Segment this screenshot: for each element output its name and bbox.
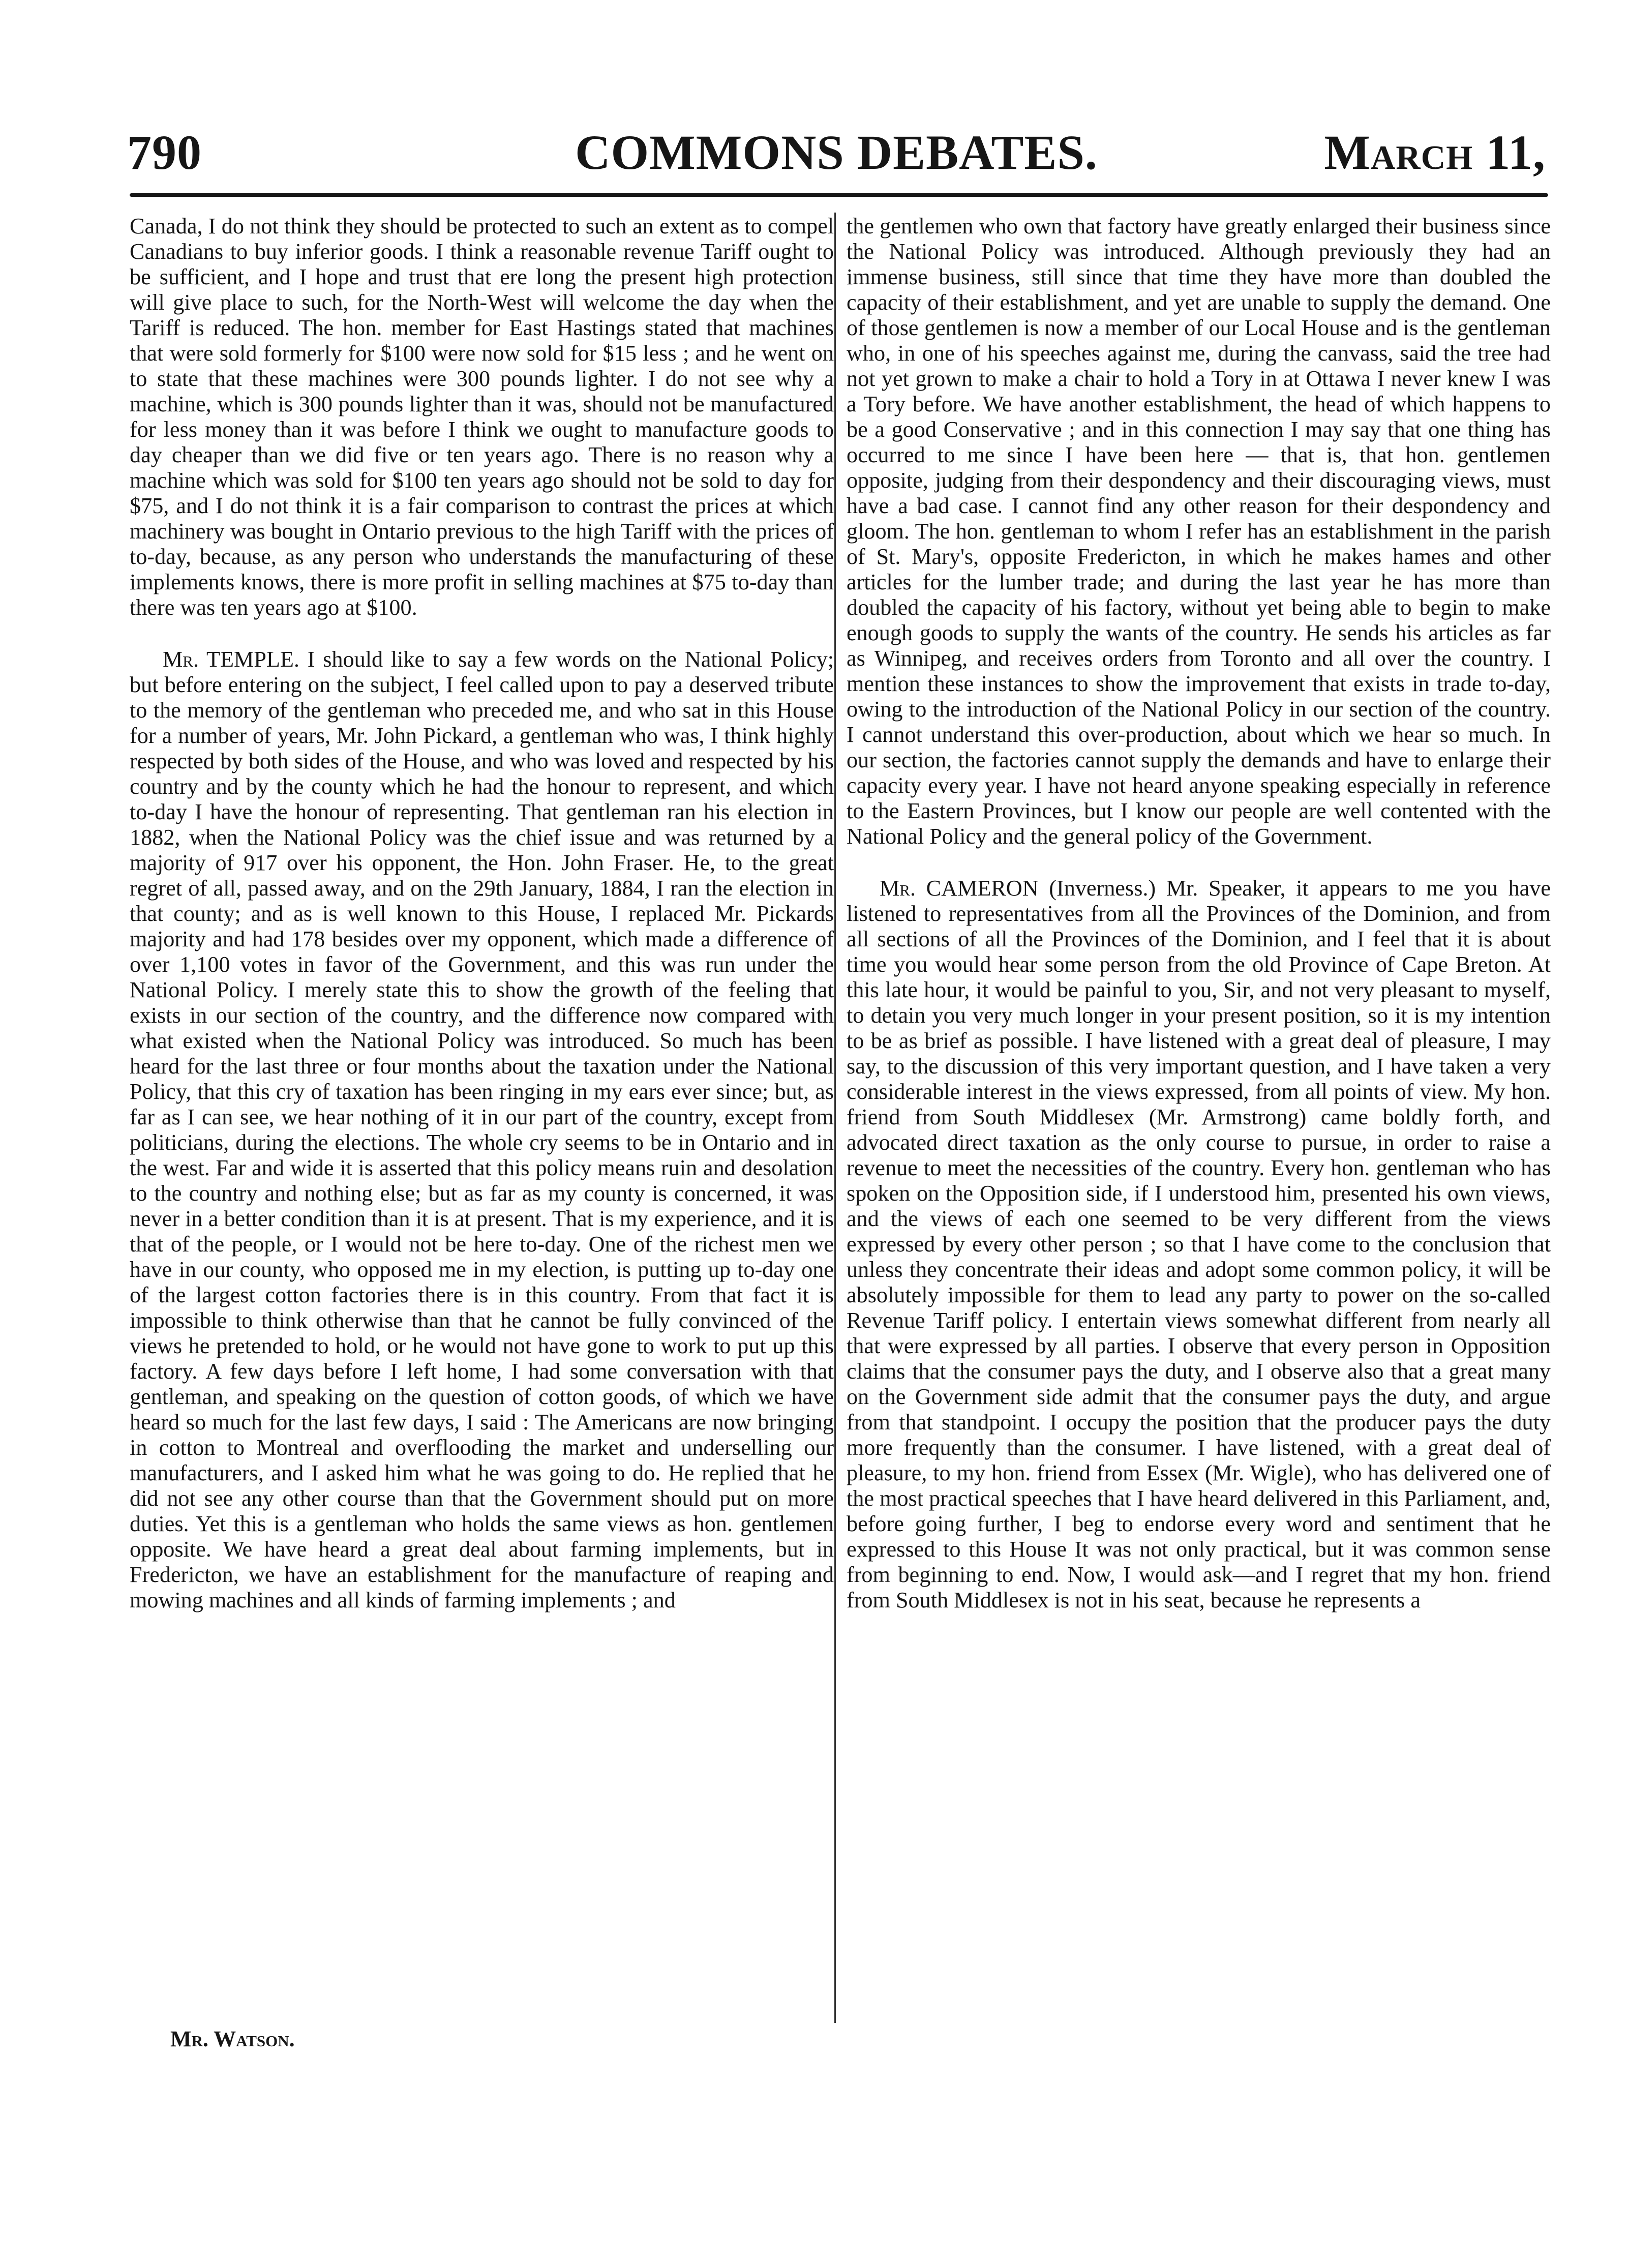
page-header xyxy=(127,125,1546,181)
page-number: 790 xyxy=(127,125,202,180)
left-paragraph-continuation: Canada, I do not think they should be protected to such an extent as to compel Canadians to buy inferior goods. I think a reasonable revenue Tariff ought to be sufficient, and I hope and trust that ere long the present high protection will give place to such, for the North-West will welcome the day when the Tariff is reduced. The hon. member for East Hastings stated that machines that were sold formerly for $100 were now sold for $15 less ; and he went on to state that these machines were 300 pounds lighter. I do not see why a machine, which is 300 pounds lighter than it was, should not be manufactured for less money than it was before I think we ought to manufacture goods to day cheaper than we did five or ten years ago. There is no reason why a machine which was sold for $100 ten years ago should not be sold to day for $75, and I do not think it is a fair comparison to contrast the prices at which machinery was bought in Ontario previous to the high Tariff with the prices of to-day, because, as any person who understands the manufacturing of these implements knows, there is more profit in selling machines at $75 to-day than there was ten years ago at $100. xyxy=(130,214,834,620)
left-column xyxy=(130,214,834,1613)
left-speech-temple xyxy=(130,647,834,1613)
right-column xyxy=(847,214,1551,1613)
speaker-riding: (Inverness.) xyxy=(1038,876,1156,901)
right-speech-cameron xyxy=(847,876,1551,1613)
header-rule xyxy=(130,193,1548,197)
speaker-name: Mr. TEMPLE. xyxy=(163,647,299,672)
column-divider xyxy=(834,213,836,2023)
speech-text: I should like to say a few words on the National Policy; but before entering on the subject, I feel called upon to pay a deserved tribute to the memory of the gentleman who preceded me, and who sat in this House for a number of years, Mr. John Pickard, a gentleman who was, I think highly respected by both sides of the House, and who was loved and respected by his country and by the county which he had the honour to represent, and which to-day I have the honour of representing. That gentleman ran his election in 1882, when the National Policy was the chief issue and was returned by a majority of 917 over his opponent, the Hon. John Fraser. He, to the great regret of all, passed away, and on the 29th January, 1884, I ran the election in that county; and as is well known to this House, I replaced Mr. Pickards majority and had 178 besides over my opponent, which made a difference of over 1,100 votes in favor of the Government, and this was run under the National Policy. I merely state this to show the growth of the feeling that exists in our section of the country, and the difference now compared with what existed when the National Policy was introduced. So much has been heard for the last three or four months about the taxation under the National Policy, that this cry of taxation has been ringing in my ears ever since; but, as far as I can see, we hear nothing of it in our part of the country, except from politicians, during the elections. The whole cry seems to be in Ontario and in the west. Far and wide it is asserted that this policy means ruin and desolation to the country and nothing else; but as far as my county is concerned, it was never in a better condition than it is at present. That is my experience, and it is that of the people, or I would not be here to-day. One of the richest men we have in our county, who opposed me in my election, is putting up to-day one of the largest cotton factories there is in this country. From that fact it is impossible to think otherwise than that he cannot be fully convinced of the views he pretended to hold, or he would not have gone to work to put up this factory. A few days before I left home, I had some conversation with that gentleman, and speaking on the question of cotton goods, of which we have heard so much for the last few days, I said : The Americans are now bringing in cotton to Montreal and overflooding the market and underselling our manufacturers, and I asked him what he was going to do. He replied that he did not see any other course than that the Government should put on more duties. Yet this is a gentleman who holds the same views as hon. gentlemen opposite. We have heard a great deal about farming implements, but in Fredericton, we have an establishment for the manufacture of reaping and mowing machines and all kinds of farming implements ; and xyxy=(130,647,834,1613)
page-date: March 11, xyxy=(1324,125,1546,180)
footer-signature: Mr. Watson. xyxy=(170,2026,295,2051)
speaker-name: Mr. CAMERON xyxy=(880,876,1039,901)
right-paragraph-continuation: the gentlemen who own that factory have greatly enlarged their business since the National Policy was introduced. Although previously they had an immense business, still since that time they have more than doubled the capacity of their establishment, and yet are unable to supply the demand. One of those gentlemen is now a member of our Local House and is the gentleman who, in one of his speeches against me, during the canvass, said the tree had not yet grown to make a chair to hold a Tory in at Ottawa I never knew I was a Tory before. We have another establishment, the head of which happens to be a good Conservative ; and in this connection I may say that one thing has occurred to me since I have been here — that is, that hon. gentlemen opposite, judging from their despondency and their discouraging views, must have a bad case. I cannot find any other reason for their despondency and gloom. The hon. gentleman to whom I refer has an establishment in the parish of St. Mary's, opposite Fredericton, in which he makes hames and other articles for the lumber trade; and during the last year he has more than doubled the capacity of his factory, without yet being able to begin to make enough goods to supply the wants of the country. He sends his articles as far as Winnipeg, and receives orders from Toronto and all over the country. I mention these instances to show the improvement that exists in trade to-day, owing to the introduction of the National Policy in our section of the country. I cannot understand this over-production, about which we hear so much. In our section, the factories cannot supply the demands and have to enlarge their capacity every year. I have not heard anyone speaking especially in reference to the Eastern Provinces, but I know our people are well contented with the National Policy and the general policy of the Government. xyxy=(847,214,1551,849)
publication-title: COMMONS DEBATES. xyxy=(575,125,1098,180)
speech-text: Mr. Speaker, it appears to me you have listened to representatives from all the Provinces of the Dominion, and from all sections of all the Provinces of the Dominion, and I feel that it is about time you would hear some person from the old Province of Cape Breton. At this late hour, it would be painful to you, Sir, and not very pleasant to myself, to detain you very much longer in your present position, so it is my intention to be as brief as possible. I have listened with a great deal of pleasure, I may say, to the discussion of this very important question, and I have taken a very considerable interest in the views expressed, from all points of view. My hon. friend from South Middlesex (Mr. Armstrong) came boldly forth, and advocated direct taxation as the only course to pursue, in order to raise a revenue to meet the necessities of the country. Every hon. gentleman who has spoken on the Opposition side, if I understood him, presented his own views, and the views of each one seemed to be very different from the views expressed by every other person ; so that I have come to the conclusion that unless they concentrate their ideas and adopt some common policy, it will be absolutely impossible for them to lead any party to power on the so-called Revenue Tariff policy. I entertain views somewhat different from nearly all that were expressed by all parties. I observe that every person in Opposition claims that the consumer pays the duty, and I observe also that a great many on the Government side admit that the consumer pays the duty, and argue from that standpoint. I occupy the position that the producer pays the duty more frequently than the consumer. I have listened, with a great deal of pleasure, to my hon. friend from Essex (Mr. Wigle), who has delivered one of the most practical speeches that I have heard delivered in this Parliament, and, before going further, I beg to endorse every word and sentiment that he expressed to this House It was not only practical, but it was common sense from beginning to end. Now, I would ask—and I regret that my hon. friend from South Middlesex is not in his seat, because he represents a xyxy=(847,876,1551,1613)
